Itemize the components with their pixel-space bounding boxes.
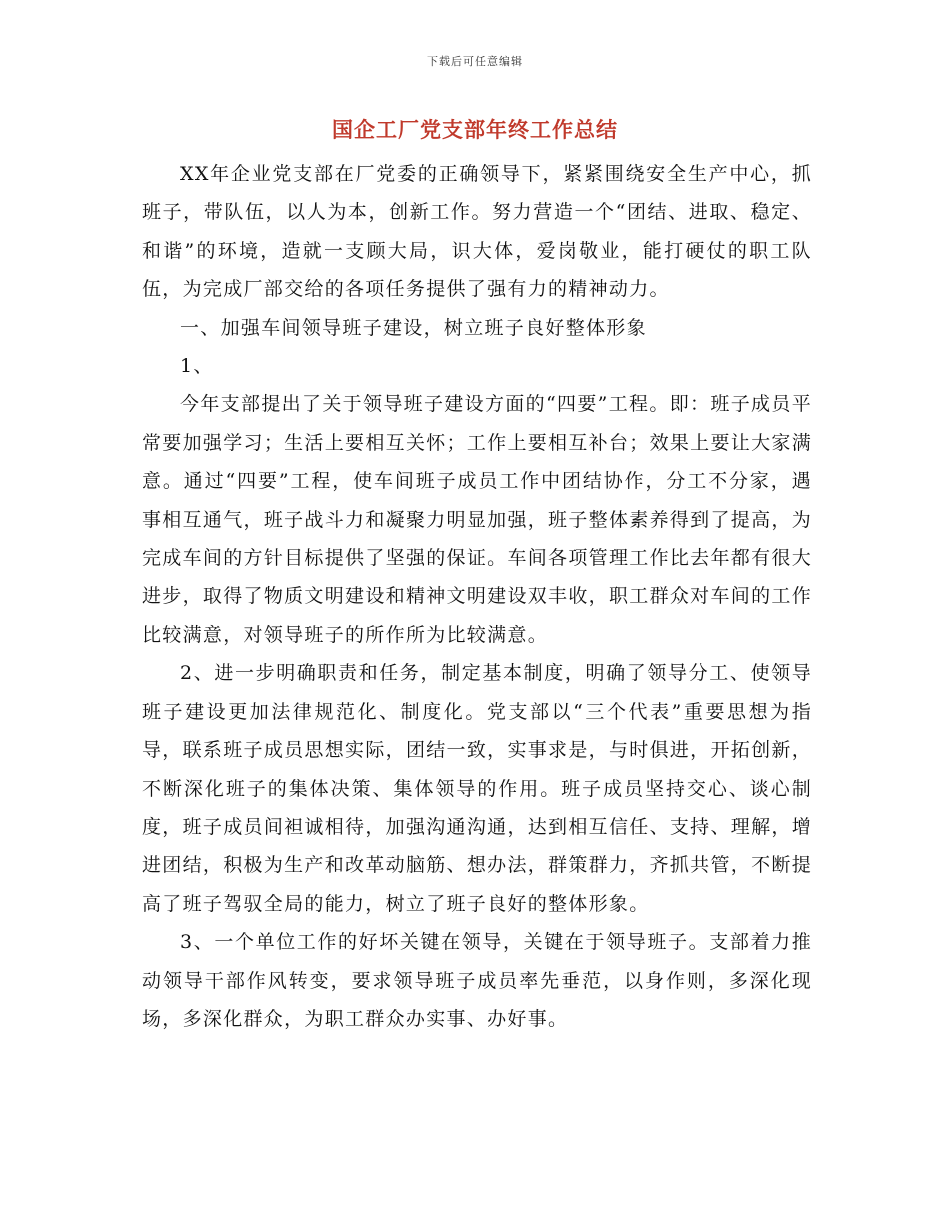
item-number-1: 1、: [180, 355, 214, 378]
document-title: 国企工厂党支部年终工作总结: [332, 117, 618, 142]
paragraph-item-3: 3、一个单位工作的好坏关键在领导，关键在于领导班子。支部着力推动领导干部作风转变，要求领导班子成员率先垂范，以身作则，多深化现场，多深化群众，为职工群众办实事、办好事。: [142, 931, 812, 1030]
paragraph-item-2: 2、进一步明确职责和任务，制定基本制度，明确了领导分工、使领导班子建设更加法律规范化、制度化。党支部以“三个代表”重要思想为指导，联系班子成员思想实际，团结一致，实事求是，与时俱进，开拓创新，不断深化班子的集体决策、集体领导的作用。班子成员坚持交心、谈心制度，班子成员间袒诚相待，加强沟通沟通，达到相互信任、支持、理解，增进团结，积极为生产和改革动脑筋、想办法，群策群力，齐抓共管，不断提高了班子驾驭全局的能力，树立了班子良好的整体形象。: [142, 662, 812, 915]
paragraph-intro: XX年企业党支部在厂党委的正确领导下，紧紧围绕安全生产中心，抓班子，带队伍，以人为本，创新工作。努力营造一个“团结、进取、稳定、和谐”的环境，造就一支顾大局，识大体，爱岗敬业，能打硬仗的职工队伍，为完成厂部交给的各项任务提供了强有力的精神动力。: [142, 163, 812, 301]
section-heading-1: 一、加强车间领导班子建设，树立班子良好整体形象: [180, 316, 647, 339]
header-note: 下载后可任意编辑: [427, 55, 523, 68]
document-body: [142, 155, 812, 1038]
paragraph-item-1: 今年支部提出了关于领导班子建设方面的“四要”工程。即：班子成员平常要加强学习；生活上要相互关怀；工作上要相互补台；效果上要让大家满意。通过“四要”工程，使车间班子成员工作中团结协作，分工不分家，遇事相互通气，班子战斗力和凝聚力明显加强，班子整体素养得到了提高，为完成车间的方针目标提供了坚强的保证。车间各项管理工作比去年都有很大进步，取得了物质文明建设和精神文明建设双丰收，职工群众对车间的工作比较满意，对领导班子的所作所为比较满意。: [142, 393, 812, 646]
